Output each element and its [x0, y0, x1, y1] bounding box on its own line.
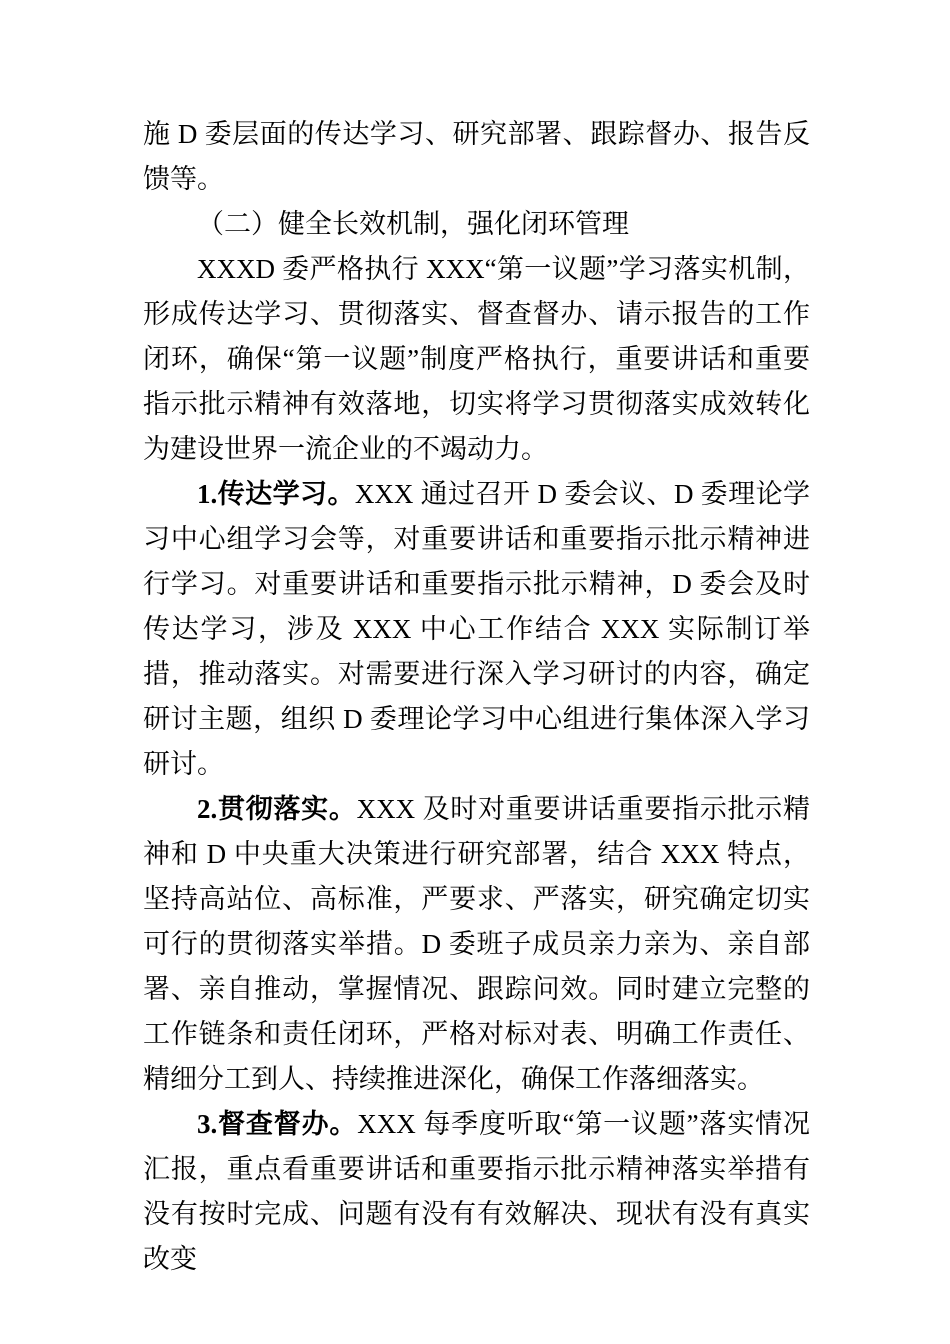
body-paragraph — [143, 247, 810, 472]
paragraph-text: XXX 通过召开 D 委会议、D 委理论学习中心组学习会等，对重要讲话和重要指示批示精神进行学习。对重要讲话和重要指示批示精神，D 委会及时传达学习，涉及 XXX 中心工作结合 XXX 实际制订举措，推动落实。对需要进行深入学习研讨的内容，确定研讨主题，组织 D 委理论学习中心组进行集体深入学习研讨。 — [143, 479, 811, 779]
paragraph-lead: 3.督查督办。 — [197, 1109, 358, 1139]
paragraph-lead: 1.传达学习。 — [197, 479, 355, 509]
continuation-paragraph — [143, 112, 810, 202]
paragraph-text: XXX 及时对重要讲话重要指示批示精神和 D 中央重大决策进行研究部署，结合 XXX 特点，坚持高站位、高标准，严要求、严落实，研究确定切实可行的贯彻落实举措。D 委班子成员亲力亲为、亲自部署、亲自推动，掌握情况、跟踪问效。同时建立完整的工作链条和责任闭环，严格对标对表、明确工作责任、精细分工到人、持续推进深化，确保工作落细落实。 — [143, 794, 811, 1094]
document-body — [143, 112, 810, 1282]
numbered-paragraph-1 — [143, 472, 810, 787]
section-heading-text: （二）健全长效机制，强化闭环管理 — [197, 209, 629, 239]
paragraph-text: XXX 每季度听取“第一议题”落实情况汇报，重点看重要讲话和重要指示批示精神落实举措有没有按时完成、问题有没有有效解决、现状有没有真实改变 — [143, 1109, 811, 1274]
paragraph-lead: 2.贯彻落实。 — [197, 794, 357, 824]
paragraph-text: 施 D 委层面的传达学习、研究部署、跟踪督办、报告反馈等。 — [143, 119, 810, 194]
section-heading — [143, 202, 810, 247]
paragraph-text: XXXD 委严格执行 XXX“第一议题”学习落实机制，形成传达学习、贯彻落实、督查督办、请示报告的工作闭环，确保“第一议题”制度严格执行，重要讲话和重要指示批示精神有效落地，切实将学习贯彻落实成效转化为建设世界一流企业的不竭动力。 — [143, 254, 810, 464]
numbered-paragraph-2 — [143, 787, 810, 1102]
numbered-paragraph-3 — [143, 1102, 810, 1282]
